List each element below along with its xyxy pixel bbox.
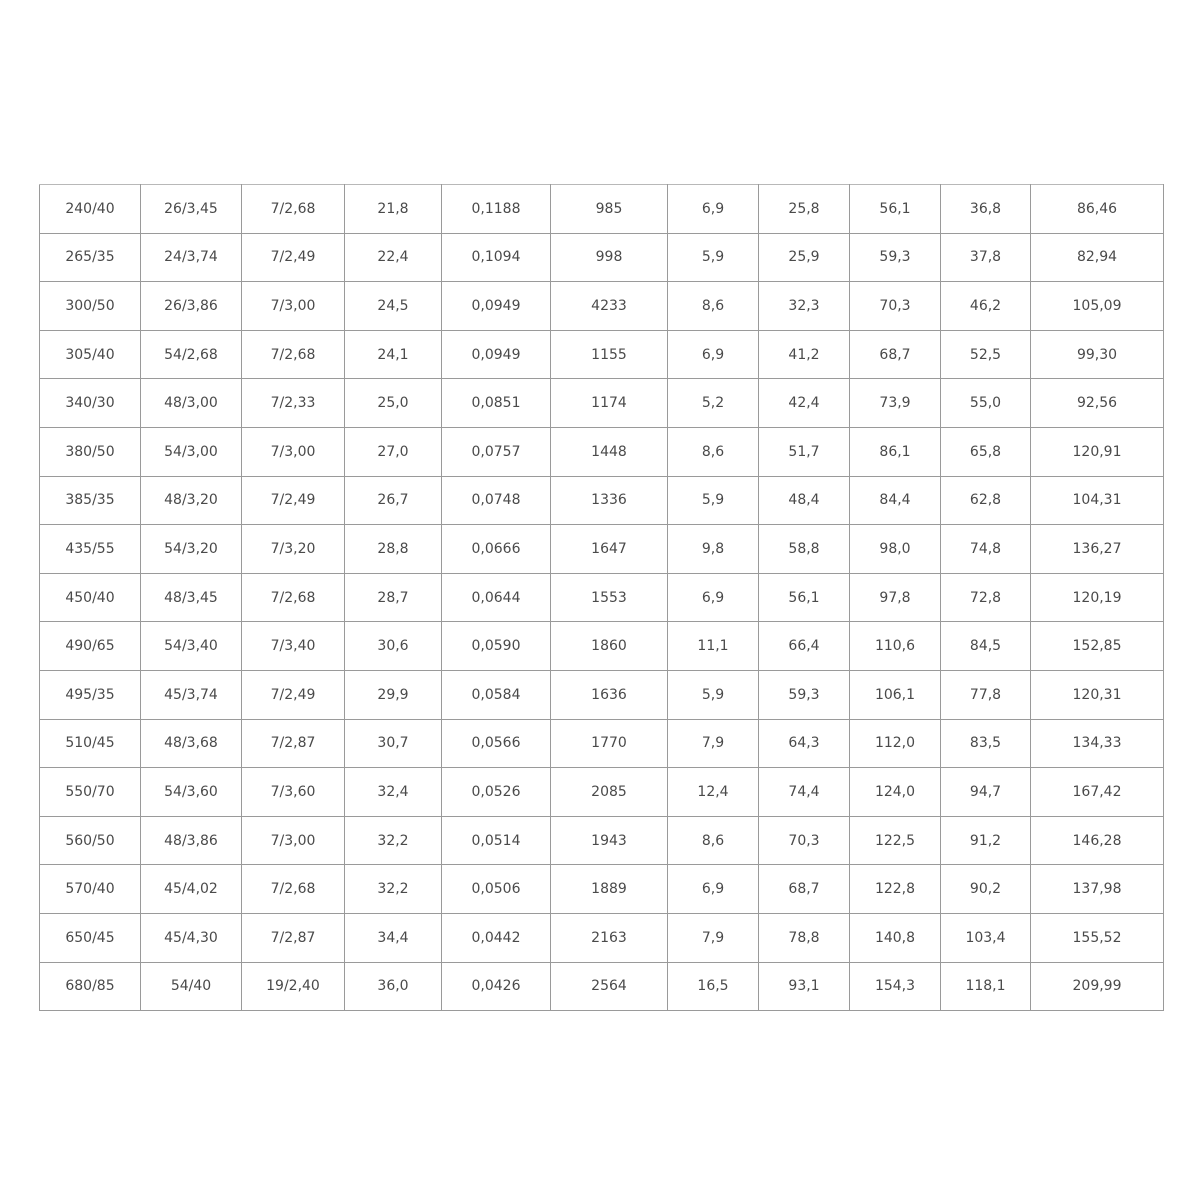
table-cell: 155,52 (1031, 913, 1164, 962)
table-cell: 58,8 (759, 525, 850, 574)
table-cell: 0,0514 (442, 816, 551, 865)
table-cell: 93,1 (759, 962, 850, 1011)
table-cell: 12,4 (668, 768, 759, 817)
table-row (40, 719, 1164, 768)
table-cell: 124,0 (850, 768, 941, 817)
table-cell: 110,6 (850, 622, 941, 671)
table-cell: 27,0 (345, 427, 442, 476)
table-cell: 51,7 (759, 427, 850, 476)
table-cell: 146,28 (1031, 816, 1164, 865)
table-cell: 48/3,00 (141, 379, 242, 428)
table-cell: 105,09 (1031, 282, 1164, 331)
table-cell: 0,0566 (442, 719, 551, 768)
table-cell: 1174 (551, 379, 668, 428)
table-cell: 7/3,00 (242, 816, 345, 865)
table-cell: 998 (551, 233, 668, 282)
table-cell: 136,27 (1031, 525, 1164, 574)
table-cell: 84,5 (941, 622, 1031, 671)
table-cell: 32,4 (345, 768, 442, 817)
table-cell: 16,5 (668, 962, 759, 1011)
table-cell: 490/65 (40, 622, 141, 671)
table-cell: 66,4 (759, 622, 850, 671)
table-cell: 48/3,86 (141, 816, 242, 865)
table-cell: 1647 (551, 525, 668, 574)
table-cell: 104,31 (1031, 476, 1164, 525)
table-container (39, 184, 1163, 1011)
table-cell: 120,19 (1031, 573, 1164, 622)
table-cell: 510/45 (40, 719, 141, 768)
table-cell: 68,7 (850, 330, 941, 379)
table-cell: 7/3,60 (242, 768, 345, 817)
table-cell: 94,7 (941, 768, 1031, 817)
table-cell: 134,33 (1031, 719, 1164, 768)
table-cell: 48/3,68 (141, 719, 242, 768)
table-cell: 5,9 (668, 476, 759, 525)
table-cell: 52,5 (941, 330, 1031, 379)
table-cell: 140,8 (850, 913, 941, 962)
table-row (40, 913, 1164, 962)
table-cell: 7/2,49 (242, 476, 345, 525)
table-cell: 25,8 (759, 185, 850, 234)
table-cell: 1448 (551, 427, 668, 476)
table-cell: 120,31 (1031, 670, 1164, 719)
table-cell: 1636 (551, 670, 668, 719)
table-cell: 0,0584 (442, 670, 551, 719)
table-row (40, 962, 1164, 1011)
table-cell: 48/3,45 (141, 573, 242, 622)
table-cell: 90,2 (941, 865, 1031, 914)
table-row (40, 330, 1164, 379)
table-cell: 5,9 (668, 670, 759, 719)
table-row (40, 525, 1164, 574)
table-cell: 92,56 (1031, 379, 1164, 428)
table-cell: 0,0851 (442, 379, 551, 428)
table-cell: 7/3,40 (242, 622, 345, 671)
table-cell: 62,8 (941, 476, 1031, 525)
table-cell: 7/2,49 (242, 233, 345, 282)
table-cell: 137,98 (1031, 865, 1164, 914)
table-cell: 30,7 (345, 719, 442, 768)
table-cell: 70,3 (850, 282, 941, 331)
table-cell: 11,1 (668, 622, 759, 671)
table-cell: 2163 (551, 913, 668, 962)
table-cell: 54/3,20 (141, 525, 242, 574)
table-cell: 122,5 (850, 816, 941, 865)
table-cell: 41,2 (759, 330, 850, 379)
table-cell: 4233 (551, 282, 668, 331)
table-cell: 74,8 (941, 525, 1031, 574)
table-cell: 74,4 (759, 768, 850, 817)
table-cell: 72,8 (941, 573, 1031, 622)
table-cell: 985 (551, 185, 668, 234)
table-cell: 42,4 (759, 379, 850, 428)
table-cell: 7,9 (668, 719, 759, 768)
table-cell: 28,8 (345, 525, 442, 574)
table-cell: 1943 (551, 816, 668, 865)
table-cell: 6,9 (668, 330, 759, 379)
table-cell: 265/35 (40, 233, 141, 282)
table-cell: 19/2,40 (242, 962, 345, 1011)
table-cell: 6,9 (668, 865, 759, 914)
table-row (40, 768, 1164, 817)
table-cell: 54/3,40 (141, 622, 242, 671)
table-cell: 8,6 (668, 427, 759, 476)
table-cell: 54/40 (141, 962, 242, 1011)
table-cell: 21,8 (345, 185, 442, 234)
table-cell: 1553 (551, 573, 668, 622)
table-cell: 77,8 (941, 670, 1031, 719)
table-cell: 37,8 (941, 233, 1031, 282)
table-cell: 36,8 (941, 185, 1031, 234)
table-cell: 7/3,00 (242, 282, 345, 331)
table-cell: 30,6 (345, 622, 442, 671)
table-cell: 0,0506 (442, 865, 551, 914)
table-cell: 25,0 (345, 379, 442, 428)
table-cell: 0,1188 (442, 185, 551, 234)
table-cell: 82,94 (1031, 233, 1164, 282)
table-cell: 91,2 (941, 816, 1031, 865)
table-body (40, 185, 1164, 1011)
table-row (40, 233, 1164, 282)
table-cell: 7/2,87 (242, 913, 345, 962)
table-cell: 1155 (551, 330, 668, 379)
table-cell: 1336 (551, 476, 668, 525)
table-cell: 48/3,20 (141, 476, 242, 525)
table-cell: 36,0 (345, 962, 442, 1011)
table-cell: 97,8 (850, 573, 941, 622)
table-cell: 54/2,68 (141, 330, 242, 379)
table-cell: 340/30 (40, 379, 141, 428)
table-cell: 7/2,87 (242, 719, 345, 768)
cable-spec-table (39, 184, 1164, 1011)
table-cell: 680/85 (40, 962, 141, 1011)
table-cell: 385/35 (40, 476, 141, 525)
table-row (40, 427, 1164, 476)
table-cell: 32,2 (345, 816, 442, 865)
table-cell: 7/2,33 (242, 379, 345, 428)
table-cell: 7/2,68 (242, 573, 345, 622)
table-cell: 2564 (551, 962, 668, 1011)
table-cell: 84,4 (850, 476, 941, 525)
table-cell: 5,9 (668, 233, 759, 282)
table-cell: 106,1 (850, 670, 941, 719)
table-cell: 7/2,68 (242, 185, 345, 234)
table-cell: 0,1094 (442, 233, 551, 282)
table-cell: 24/3,74 (141, 233, 242, 282)
table-cell: 54/3,00 (141, 427, 242, 476)
table-cell: 300/50 (40, 282, 141, 331)
table-row (40, 379, 1164, 428)
table-cell: 45/4,30 (141, 913, 242, 962)
table-cell: 450/40 (40, 573, 141, 622)
table-cell: 32,2 (345, 865, 442, 914)
table-cell: 7,9 (668, 913, 759, 962)
table-cell: 59,3 (759, 670, 850, 719)
table-cell: 8,6 (668, 816, 759, 865)
table-cell: 0,0526 (442, 768, 551, 817)
table-cell: 56,1 (850, 185, 941, 234)
table-row (40, 185, 1164, 234)
table-cell: 34,4 (345, 913, 442, 962)
table-cell: 45/3,74 (141, 670, 242, 719)
table-cell: 1889 (551, 865, 668, 914)
table-cell: 103,4 (941, 913, 1031, 962)
table-cell: 54/3,60 (141, 768, 242, 817)
table-cell: 56,1 (759, 573, 850, 622)
table-cell: 0,0666 (442, 525, 551, 574)
table-cell: 32,3 (759, 282, 850, 331)
table-cell: 495/35 (40, 670, 141, 719)
table-cell: 305/40 (40, 330, 141, 379)
table-cell: 0,0426 (442, 962, 551, 1011)
table-cell: 0,0757 (442, 427, 551, 476)
table-cell: 99,30 (1031, 330, 1164, 379)
table-cell: 26,7 (345, 476, 442, 525)
table-cell: 24,1 (345, 330, 442, 379)
table-cell: 26/3,45 (141, 185, 242, 234)
table-cell: 55,0 (941, 379, 1031, 428)
table-cell: 46,2 (941, 282, 1031, 331)
table-row (40, 670, 1164, 719)
table-cell: 28,7 (345, 573, 442, 622)
table-cell: 45/4,02 (141, 865, 242, 914)
table-cell: 48,4 (759, 476, 850, 525)
table-cell: 9,8 (668, 525, 759, 574)
table-cell: 83,5 (941, 719, 1031, 768)
table-cell: 0,0442 (442, 913, 551, 962)
table-cell: 240/40 (40, 185, 141, 234)
table-cell: 98,0 (850, 525, 941, 574)
table-cell: 5,2 (668, 379, 759, 428)
table-cell: 7/2,68 (242, 865, 345, 914)
table-cell: 167,42 (1031, 768, 1164, 817)
table-cell: 435/55 (40, 525, 141, 574)
table-cell: 0,0949 (442, 282, 551, 331)
table-row (40, 865, 1164, 914)
table-cell: 8,6 (668, 282, 759, 331)
table-cell: 1770 (551, 719, 668, 768)
table-cell: 209,99 (1031, 962, 1164, 1011)
table-cell: 64,3 (759, 719, 850, 768)
table-cell: 7/2,68 (242, 330, 345, 379)
table-cell: 65,8 (941, 427, 1031, 476)
table-cell: 0,0644 (442, 573, 551, 622)
table-cell: 59,3 (850, 233, 941, 282)
table-cell: 2085 (551, 768, 668, 817)
table-cell: 122,8 (850, 865, 941, 914)
table-cell: 6,9 (668, 573, 759, 622)
table-cell: 86,46 (1031, 185, 1164, 234)
table-cell: 570/40 (40, 865, 141, 914)
table-cell: 7/2,49 (242, 670, 345, 719)
table-cell: 550/70 (40, 768, 141, 817)
table-cell: 7/3,20 (242, 525, 345, 574)
table-cell: 68,7 (759, 865, 850, 914)
table-cell: 1860 (551, 622, 668, 671)
table-cell: 152,85 (1031, 622, 1164, 671)
table-cell: 380/50 (40, 427, 141, 476)
table-cell: 24,5 (345, 282, 442, 331)
table-cell: 0,0949 (442, 330, 551, 379)
table-row (40, 622, 1164, 671)
table-cell: 560/50 (40, 816, 141, 865)
table-cell: 26/3,86 (141, 282, 242, 331)
table-row (40, 282, 1164, 331)
table-cell: 7/3,00 (242, 427, 345, 476)
table-cell: 22,4 (345, 233, 442, 282)
table-cell: 650/45 (40, 913, 141, 962)
table-cell: 0,0748 (442, 476, 551, 525)
table-row (40, 476, 1164, 525)
table-cell: 120,91 (1031, 427, 1164, 476)
table-cell: 0,0590 (442, 622, 551, 671)
table-cell: 112,0 (850, 719, 941, 768)
table-cell: 25,9 (759, 233, 850, 282)
table-cell: 86,1 (850, 427, 941, 476)
table-cell: 154,3 (850, 962, 941, 1011)
table-cell: 78,8 (759, 913, 850, 962)
table-cell: 6,9 (668, 185, 759, 234)
table-cell: 70,3 (759, 816, 850, 865)
table-cell: 118,1 (941, 962, 1031, 1011)
table-cell: 29,9 (345, 670, 442, 719)
table-cell: 73,9 (850, 379, 941, 428)
table-row (40, 816, 1164, 865)
table-row (40, 573, 1164, 622)
